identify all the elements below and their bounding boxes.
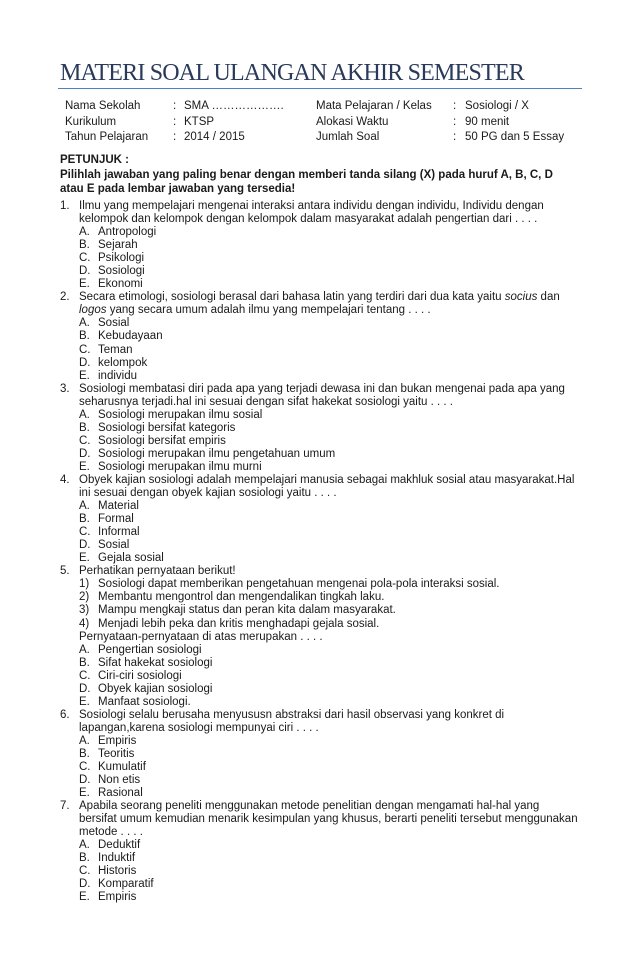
- option-text: Sosiologi merupakan ilmu murni: [98, 460, 262, 473]
- answer-option: [60, 865, 588, 878]
- option-text: Induktif: [98, 852, 136, 865]
- answer-option: [60, 761, 588, 774]
- option-text: Rasional: [98, 787, 143, 800]
- option-text: Empiris: [98, 891, 137, 904]
- answer-option: [60, 448, 588, 461]
- question-text: yang secara umum adalah ilmu yang mempelajari tentang . . . .: [106, 304, 431, 317]
- option-text: Pengertian sosiologi: [98, 643, 202, 656]
- option-letter: B.: [79, 852, 90, 865]
- option-letter: E.: [79, 787, 90, 800]
- option-letter: A.: [79, 643, 90, 656]
- statement-number: 2): [79, 591, 90, 604]
- question-text-line: [60, 474, 588, 487]
- statement-number: 3): [79, 604, 90, 617]
- instructions-line: atau E pada lembar jawaban yang tersedia!: [60, 183, 296, 195]
- option-text: Komparatif: [98, 878, 154, 891]
- option-text: Sosiologi bersifat kategoris: [98, 421, 236, 434]
- question-text-line: [60, 709, 588, 722]
- option-text: Kebudayaan: [98, 330, 163, 343]
- answer-option: [60, 357, 588, 370]
- option-text: Sejarah: [98, 239, 138, 252]
- option-text: Ciri-ciri sosiologi: [98, 669, 182, 682]
- info-label: Tahun Pelajaran: [65, 131, 149, 143]
- question-text: bersifat umum kemudian menarik kesimpulan yang khusus, berarti peneliti tersebut menggunakan: [79, 813, 578, 826]
- question-list: [60, 200, 588, 905]
- option-text: Formal: [98, 513, 134, 526]
- question-text: dan: [537, 291, 560, 304]
- option-text: Antropologi: [98, 226, 157, 239]
- option-text: Psikologi: [98, 252, 145, 265]
- answer-option: [60, 252, 588, 265]
- question-text-line: [60, 396, 588, 409]
- statement-text: Sosiologi dapat memberikan pengetahuan mengenai pola-pola interaksi sosial.: [98, 578, 500, 591]
- option-letter: A.: [79, 226, 90, 239]
- option-letter: D.: [79, 539, 91, 552]
- answer-option: [60, 683, 588, 696]
- answer-option: [60, 787, 588, 800]
- option-text: Sosial: [98, 539, 130, 552]
- answer-option: [60, 409, 588, 422]
- question-text-line: [60, 800, 588, 813]
- option-text: Sosiologi: [98, 265, 145, 278]
- option-letter: B.: [79, 513, 90, 526]
- info-label: Mata Pelajaran / Kelas: [316, 100, 432, 112]
- option-letter: D.: [79, 878, 91, 891]
- statement-text: Membantu mengontrol dan mengendalikan tingkah laku.: [98, 591, 385, 604]
- info-colon: :: [453, 131, 457, 143]
- question-text: Apabila seorang peneliti menggunakan metode penelitian dengan mengamati hal-hal yang: [79, 800, 540, 813]
- option-text: Material: [98, 500, 139, 513]
- instructions-heading: PETUNJUK :: [60, 154, 130, 166]
- option-letter: D.: [79, 774, 91, 787]
- answer-option: [60, 748, 588, 761]
- statement-number: 4): [79, 617, 90, 630]
- question-text: kelompok dan kelompok dengan kelompok dalam masyarakat adalah pengertian dari . . . .: [79, 213, 538, 226]
- option-letter: E.: [79, 891, 90, 904]
- option-text: individu: [98, 369, 137, 382]
- answer-option: [60, 435, 588, 448]
- answer-option: [60, 461, 588, 474]
- option-letter: E.: [79, 278, 90, 291]
- answer-option: [60, 657, 588, 670]
- question-item: [60, 383, 588, 474]
- option-letter: B.: [79, 747, 90, 760]
- answer-option: [60, 239, 588, 252]
- info-value: 50 PG dan 5 Essay: [465, 131, 565, 143]
- option-letter: C.: [79, 669, 91, 682]
- answer-option: [60, 878, 588, 891]
- question-number: 3.: [60, 382, 70, 395]
- option-text: Historis: [98, 865, 137, 878]
- info-label: Nama Sekolah: [65, 100, 141, 112]
- info-colon: :: [453, 115, 457, 128]
- question-number: 7.: [60, 800, 70, 813]
- info-row: [60, 131, 584, 147]
- option-letter: C.: [79, 865, 91, 878]
- answer-option: [60, 265, 588, 278]
- question-text: metode . . . .: [79, 826, 143, 839]
- answer-option: [60, 539, 588, 552]
- option-text: Ekonomi: [98, 278, 143, 291]
- answer-option: [60, 852, 588, 865]
- page-title: MATERI SOAL ULANGAN AKHIR SEMESTER: [60, 60, 524, 86]
- answer-option: [60, 696, 588, 709]
- question-text: Ilmu yang mempelajari mengenai interaksi antara individu dengan individu, Individu dengan: [79, 200, 544, 212]
- option-letter: B.: [79, 656, 90, 669]
- option-letter: A.: [79, 408, 90, 421]
- question-text: seharusnya terjadi.hal ini sesuai dengan sifat hakekat sosiologi yaitu . . . .: [79, 395, 453, 408]
- question-item: [60, 474, 588, 565]
- option-text: kelompok: [98, 356, 148, 369]
- statement-item: [60, 604, 588, 617]
- option-text: Sosial: [98, 317, 130, 330]
- option-letter: D.: [79, 356, 91, 369]
- answer-option: [60, 735, 588, 748]
- option-letter: D.: [79, 682, 91, 695]
- option-text: Sosiologi merupakan ilmu pengetahuan umum: [98, 447, 336, 460]
- option-text: Sosiologi bersifat empiris: [98, 434, 226, 447]
- info-colon: :: [173, 115, 177, 128]
- question-text-line: [60, 291, 588, 304]
- answer-option: [60, 552, 588, 565]
- option-text: Non etis: [98, 774, 141, 787]
- info-row: [60, 116, 584, 132]
- option-text: Gejala sosial: [98, 552, 164, 565]
- answer-option: [60, 226, 588, 239]
- option-letter: C.: [79, 343, 91, 356]
- option-letter: A.: [79, 317, 90, 330]
- instructions: [60, 153, 584, 197]
- option-text: Deduktif: [98, 839, 141, 852]
- info-colon: :: [173, 131, 177, 143]
- info-value: 2014 / 2015: [184, 131, 245, 143]
- option-letter: C.: [79, 526, 91, 539]
- info-colon: :: [453, 100, 457, 112]
- option-text: Sifat hakekat sosiologi: [98, 656, 213, 669]
- exam-info-table: [60, 100, 584, 147]
- question-text-line: [60, 565, 588, 578]
- answer-option: [60, 526, 588, 539]
- question-text-line: [60, 487, 588, 500]
- question-text-line: [60, 722, 588, 735]
- question-text: Perhatikan pernyataan berikut!: [79, 565, 236, 578]
- statement-item: [60, 578, 588, 591]
- info-label: Kurikulum: [65, 115, 117, 128]
- option-letter: C.: [79, 434, 91, 447]
- question-number: 2.: [60, 291, 70, 304]
- italic-term: logos: [79, 304, 107, 317]
- answer-option: [60, 278, 588, 291]
- question-text: Sosiologi selalu berusaha menyususn abstraksi dari hasil observasi yang konkret di: [79, 708, 505, 721]
- statement-number: 1): [79, 578, 90, 591]
- info-label: Jumlah Soal: [316, 131, 380, 143]
- title-divider: [58, 88, 582, 89]
- option-letter: C.: [79, 252, 91, 265]
- italic-term: socius: [504, 291, 538, 304]
- question-text-line: [60, 826, 588, 839]
- option-letter: A.: [79, 839, 90, 852]
- option-text: Teoritis: [98, 747, 135, 760]
- answer-option: [60, 839, 588, 852]
- answer-option: [60, 344, 588, 357]
- question-item: [60, 709, 588, 800]
- statement-text: Mampu mengkaji status dan peran kita dalam masyarakat.: [98, 604, 396, 617]
- question-item: [60, 800, 588, 904]
- option-letter: C.: [79, 761, 91, 774]
- statement-text: Menjadi lebih peka dan kritis menghadapi gejala sosial.: [98, 617, 380, 630]
- question-prompt: Pernyataan-pernyataan di atas merupakan . . . .: [79, 630, 323, 643]
- answer-option: [60, 644, 588, 657]
- info-label: Alokasi Waktu: [316, 115, 389, 128]
- info-value: SMA ……………….: [184, 100, 284, 112]
- question-number: 6.: [60, 708, 70, 721]
- option-text: Manfaat sosiologi.: [98, 695, 191, 708]
- question-item: [60, 200, 588, 291]
- question-text: lapangan,karena sosiologi mempunyai ciri . . . .: [79, 721, 319, 734]
- option-letter: A.: [79, 500, 90, 513]
- answer-option: [60, 500, 588, 513]
- question-text-line: [60, 213, 588, 226]
- question-item: [60, 291, 588, 382]
- info-value: 90 menit: [465, 115, 510, 128]
- info-row: [60, 100, 584, 116]
- option-text: Empiris: [98, 734, 137, 747]
- option-text: Sosiologi merupakan ilmu sosial: [98, 408, 263, 421]
- question-number: 5.: [60, 565, 70, 578]
- option-text: Informal: [98, 526, 140, 539]
- answer-option: [60, 330, 588, 343]
- answer-option: [60, 422, 588, 435]
- statement-item: [60, 591, 588, 604]
- answer-option: [60, 670, 588, 683]
- option-letter: B.: [79, 330, 90, 343]
- option-letter: E.: [79, 369, 90, 382]
- question-text-line: [60, 200, 588, 213]
- answer-option: [60, 317, 588, 330]
- question-text: Obyek kajian sosiologi adalah mempelajari manusia sebagai makhluk sosial atau masyarakat.Hal: [79, 473, 575, 486]
- option-letter: B.: [79, 421, 90, 434]
- option-text: Teman: [98, 343, 133, 356]
- option-letter: E.: [79, 552, 90, 565]
- statement-item: [60, 618, 588, 631]
- option-letter: D.: [79, 447, 91, 460]
- answer-option: [60, 774, 588, 787]
- option-letter: A.: [79, 734, 90, 747]
- question-text-line: [60, 813, 588, 826]
- question-text: ini sesuai dengan obyek kajian sosiologi yaitu . . . .: [79, 487, 337, 500]
- question-item: [60, 565, 588, 709]
- question-text: Sosiologi membatasi diri pada apa yang terjadi dewasa ini dan bukan mengenai pada apa yang: [79, 382, 565, 395]
- question-text: Secara etimologi, sosiologi berasal dari bahasa latin yang terdiri dari dua kata yaitu: [79, 291, 505, 304]
- question-text-line: [60, 383, 588, 396]
- answer-option: [60, 513, 588, 526]
- question-text-line: [60, 304, 588, 317]
- info-value: KTSP: [184, 115, 215, 128]
- info-colon: :: [173, 100, 177, 112]
- option-letter: B.: [79, 239, 90, 252]
- option-text: Kumulatif: [98, 761, 146, 774]
- instructions-line: Pilihlah jawaban yang paling benar dengan memberi tanda silang (X) pada huruf A, B, C, D: [60, 168, 553, 181]
- info-value: Sosiologi / X: [465, 100, 529, 112]
- option-letter: D.: [79, 265, 91, 278]
- question-number: 4.: [60, 473, 70, 486]
- question-number: 1.: [60, 200, 70, 212]
- option-letter: E.: [79, 695, 90, 708]
- answer-option: [60, 370, 588, 383]
- option-letter: E.: [79, 460, 90, 473]
- option-text: Obyek kajian sosiologi: [98, 682, 213, 695]
- answer-option: [60, 891, 588, 904]
